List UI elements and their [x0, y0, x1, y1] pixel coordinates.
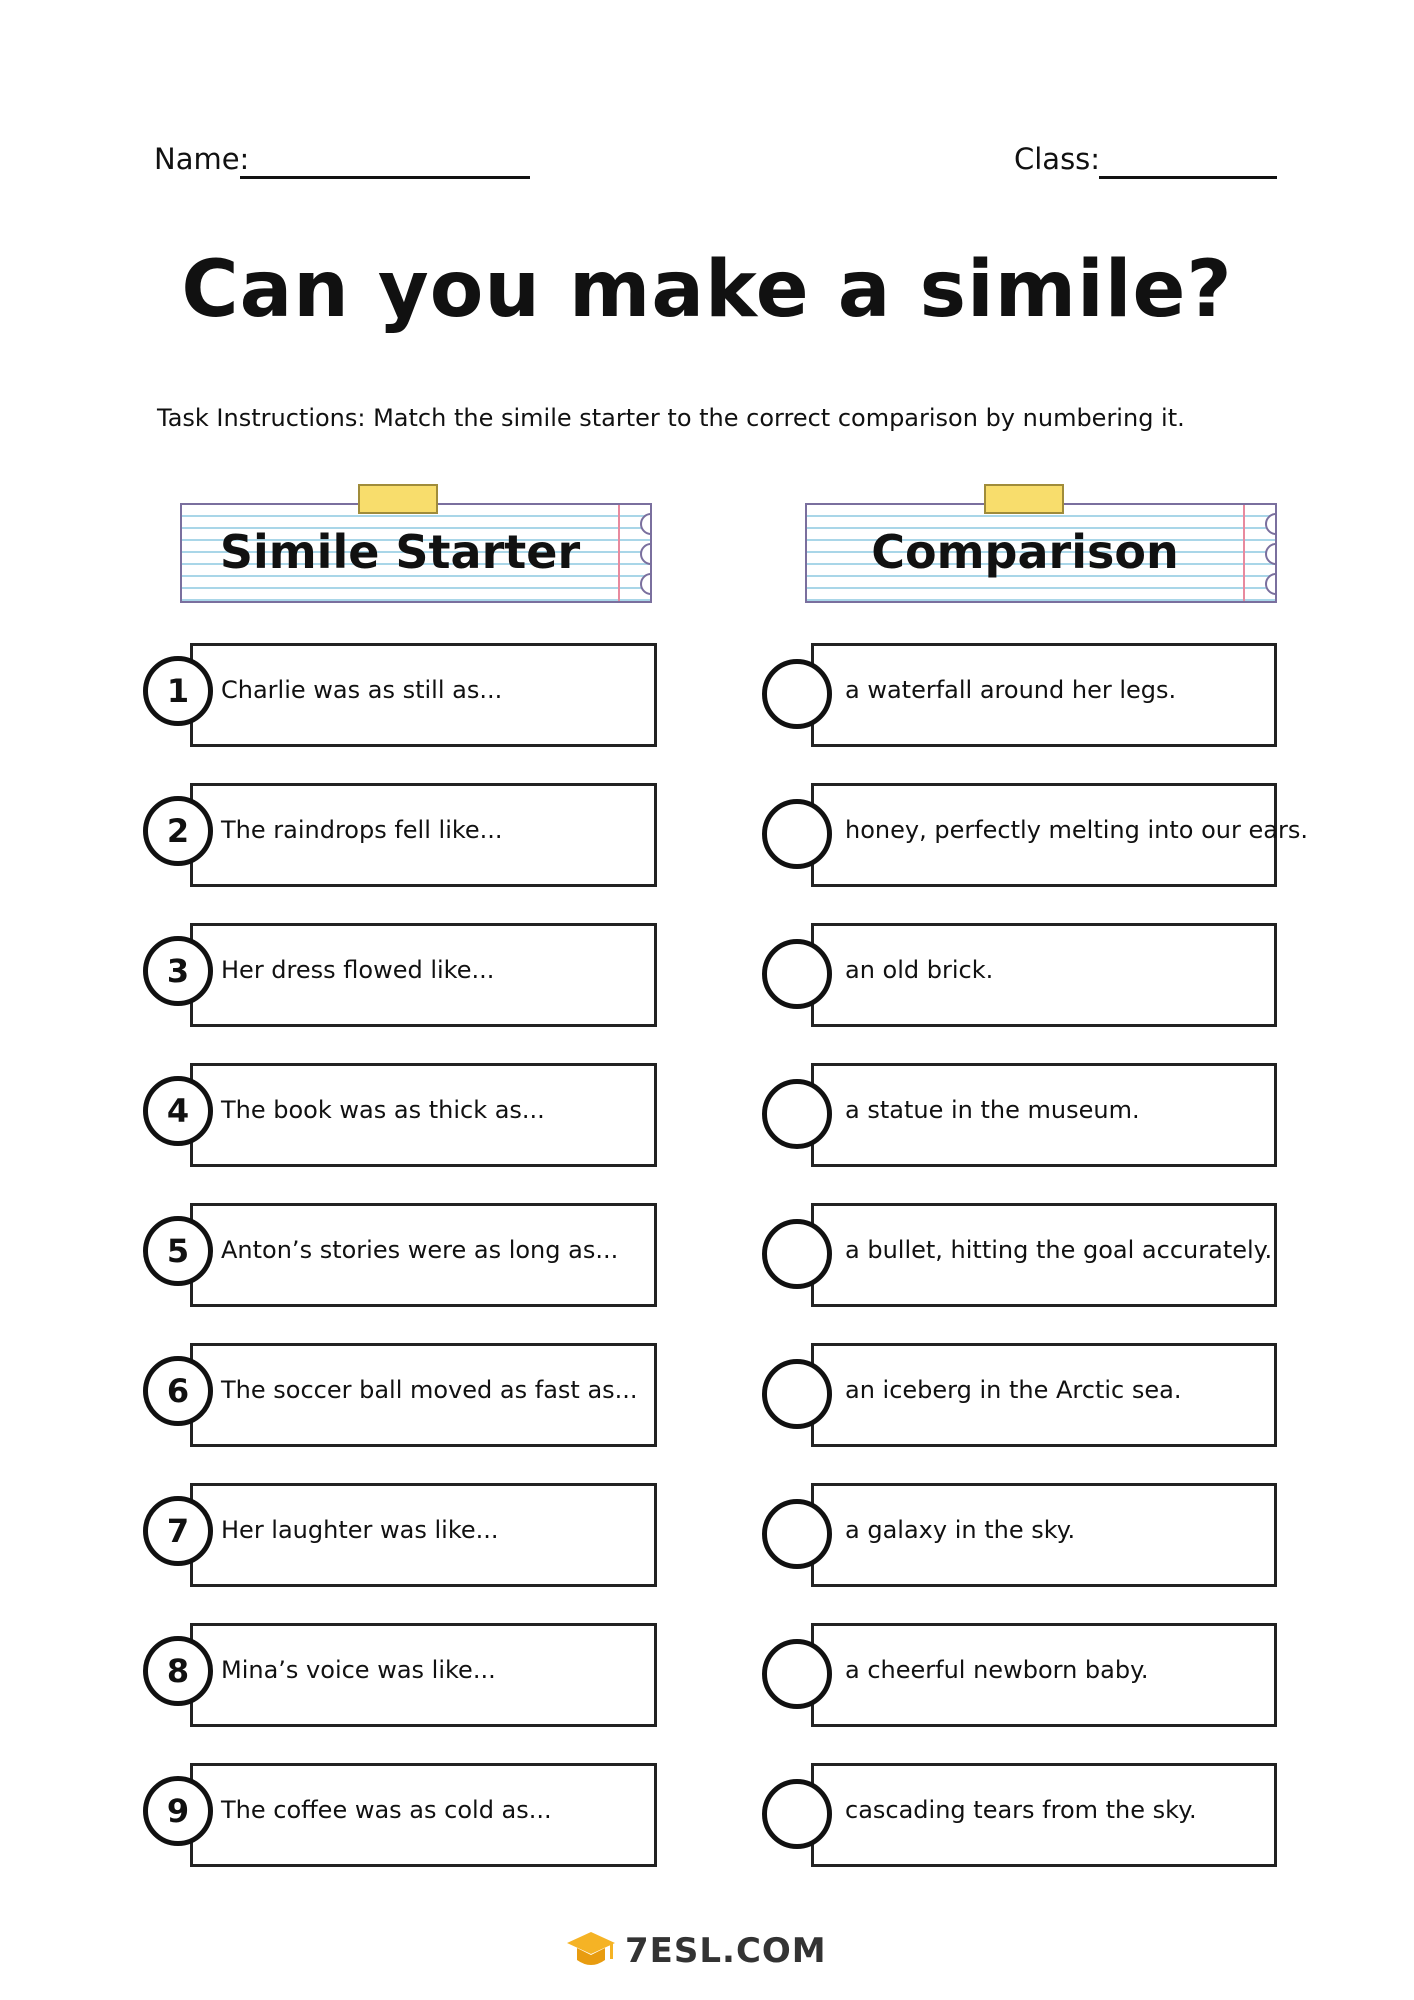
starter-text: The book was as thick as... — [221, 1096, 545, 1124]
starter-number-circle: 5 — [143, 1216, 213, 1286]
comparison-box — [811, 1483, 1277, 1587]
answer-circle[interactable] — [762, 799, 832, 869]
comparison-box — [811, 1343, 1277, 1447]
answer-circle[interactable] — [762, 1359, 832, 1429]
notch-decoration — [640, 543, 652, 565]
comparison-text: a statue in the museum. — [845, 1096, 1140, 1124]
starter-text: Mina’s voice was like... — [221, 1656, 496, 1684]
comparison-box — [811, 923, 1277, 1027]
comparison-box — [811, 1763, 1277, 1867]
brand-name: 7ESL.COM — [625, 1931, 827, 1971]
starter-number-circle: 1 — [143, 656, 213, 726]
comparison-heading: Comparison — [871, 525, 1179, 579]
comparison-text: honey, perfectly melting into our ears. — [845, 816, 1308, 844]
answer-circle[interactable] — [762, 1639, 832, 1709]
tape-decoration — [984, 484, 1064, 514]
starter-text: Charlie was as still as... — [221, 676, 503, 704]
answer-circle[interactable] — [762, 1779, 832, 1849]
starter-text: The soccer ball moved as fast as... — [221, 1376, 638, 1404]
comparison-box — [811, 1623, 1277, 1727]
answer-circle[interactable] — [762, 1079, 832, 1149]
starter-number-circle: 3 — [143, 936, 213, 1006]
comparison-text: cascading tears from the sky. — [845, 1796, 1197, 1824]
starter-box — [190, 1063, 657, 1167]
task-instructions: Task Instructions: Match the simile starter to the correct comparison by numbering it. — [157, 404, 1185, 432]
answer-circle[interactable] — [762, 1219, 832, 1289]
notch-decoration — [640, 573, 652, 595]
comparison-box — [811, 643, 1277, 747]
starter-box — [190, 923, 657, 1027]
starter-number-circle: 6 — [143, 1356, 213, 1426]
comparison-box — [811, 1203, 1277, 1307]
comparison-text: a cheerful newborn baby. — [845, 1656, 1149, 1684]
notepaper-margin-line — [618, 505, 620, 601]
starter-box — [190, 1623, 657, 1727]
starter-text: Her dress flowed like... — [221, 956, 495, 984]
comparison-text: a galaxy in the sky. — [845, 1516, 1076, 1544]
notch-decoration — [1265, 573, 1277, 595]
starter-number-circle: 9 — [143, 1776, 213, 1846]
notch-decoration — [640, 513, 652, 535]
comparison-text: a bullet, hitting the goal accurately. — [845, 1236, 1273, 1264]
answer-circle[interactable] — [762, 939, 832, 1009]
comparison-box — [811, 1063, 1277, 1167]
simile-starter-header — [180, 503, 652, 603]
comparison-text: an iceberg in the Arctic sea. — [845, 1376, 1182, 1404]
comparison-box — [811, 783, 1308, 887]
notepaper-margin-line — [1243, 505, 1245, 601]
class-blank[interactable] — [1099, 176, 1277, 179]
tape-decoration — [358, 484, 438, 514]
starter-box — [190, 1203, 657, 1307]
starter-box — [190, 1343, 657, 1447]
answer-circle[interactable] — [762, 659, 832, 729]
starter-text: Her laughter was like... — [221, 1516, 499, 1544]
comparison-header — [805, 503, 1277, 603]
page-title: Can you make a simile? — [181, 245, 1233, 335]
graduation-cap-icon — [565, 1930, 617, 1972]
name-label: Name: — [154, 142, 250, 176]
starter-text: The raindrops fell like... — [221, 816, 503, 844]
starter-number-circle: 8 — [143, 1636, 213, 1706]
starter-number-circle: 2 — [143, 796, 213, 866]
starter-box — [190, 1763, 657, 1867]
starter-box — [190, 643, 657, 747]
starter-box — [190, 783, 657, 887]
starter-text: Anton’s stories were as long as... — [221, 1236, 619, 1264]
starter-box — [190, 1483, 657, 1587]
notch-decoration — [1265, 513, 1277, 535]
comparison-text: an old brick. — [845, 956, 994, 984]
name-blank[interactable] — [240, 176, 530, 179]
starter-number-circle: 7 — [143, 1496, 213, 1566]
class-label: Class: — [1014, 142, 1101, 176]
comparison-text: a waterfall around her legs. — [845, 676, 1177, 704]
footer-logo — [565, 1928, 827, 1974]
notch-decoration — [1265, 543, 1277, 565]
starter-number-circle: 4 — [143, 1076, 213, 1146]
simile-starter-heading: Simile Starter — [219, 525, 581, 579]
answer-circle[interactable] — [762, 1499, 832, 1569]
starter-text: The coffee was as cold as... — [221, 1796, 552, 1824]
